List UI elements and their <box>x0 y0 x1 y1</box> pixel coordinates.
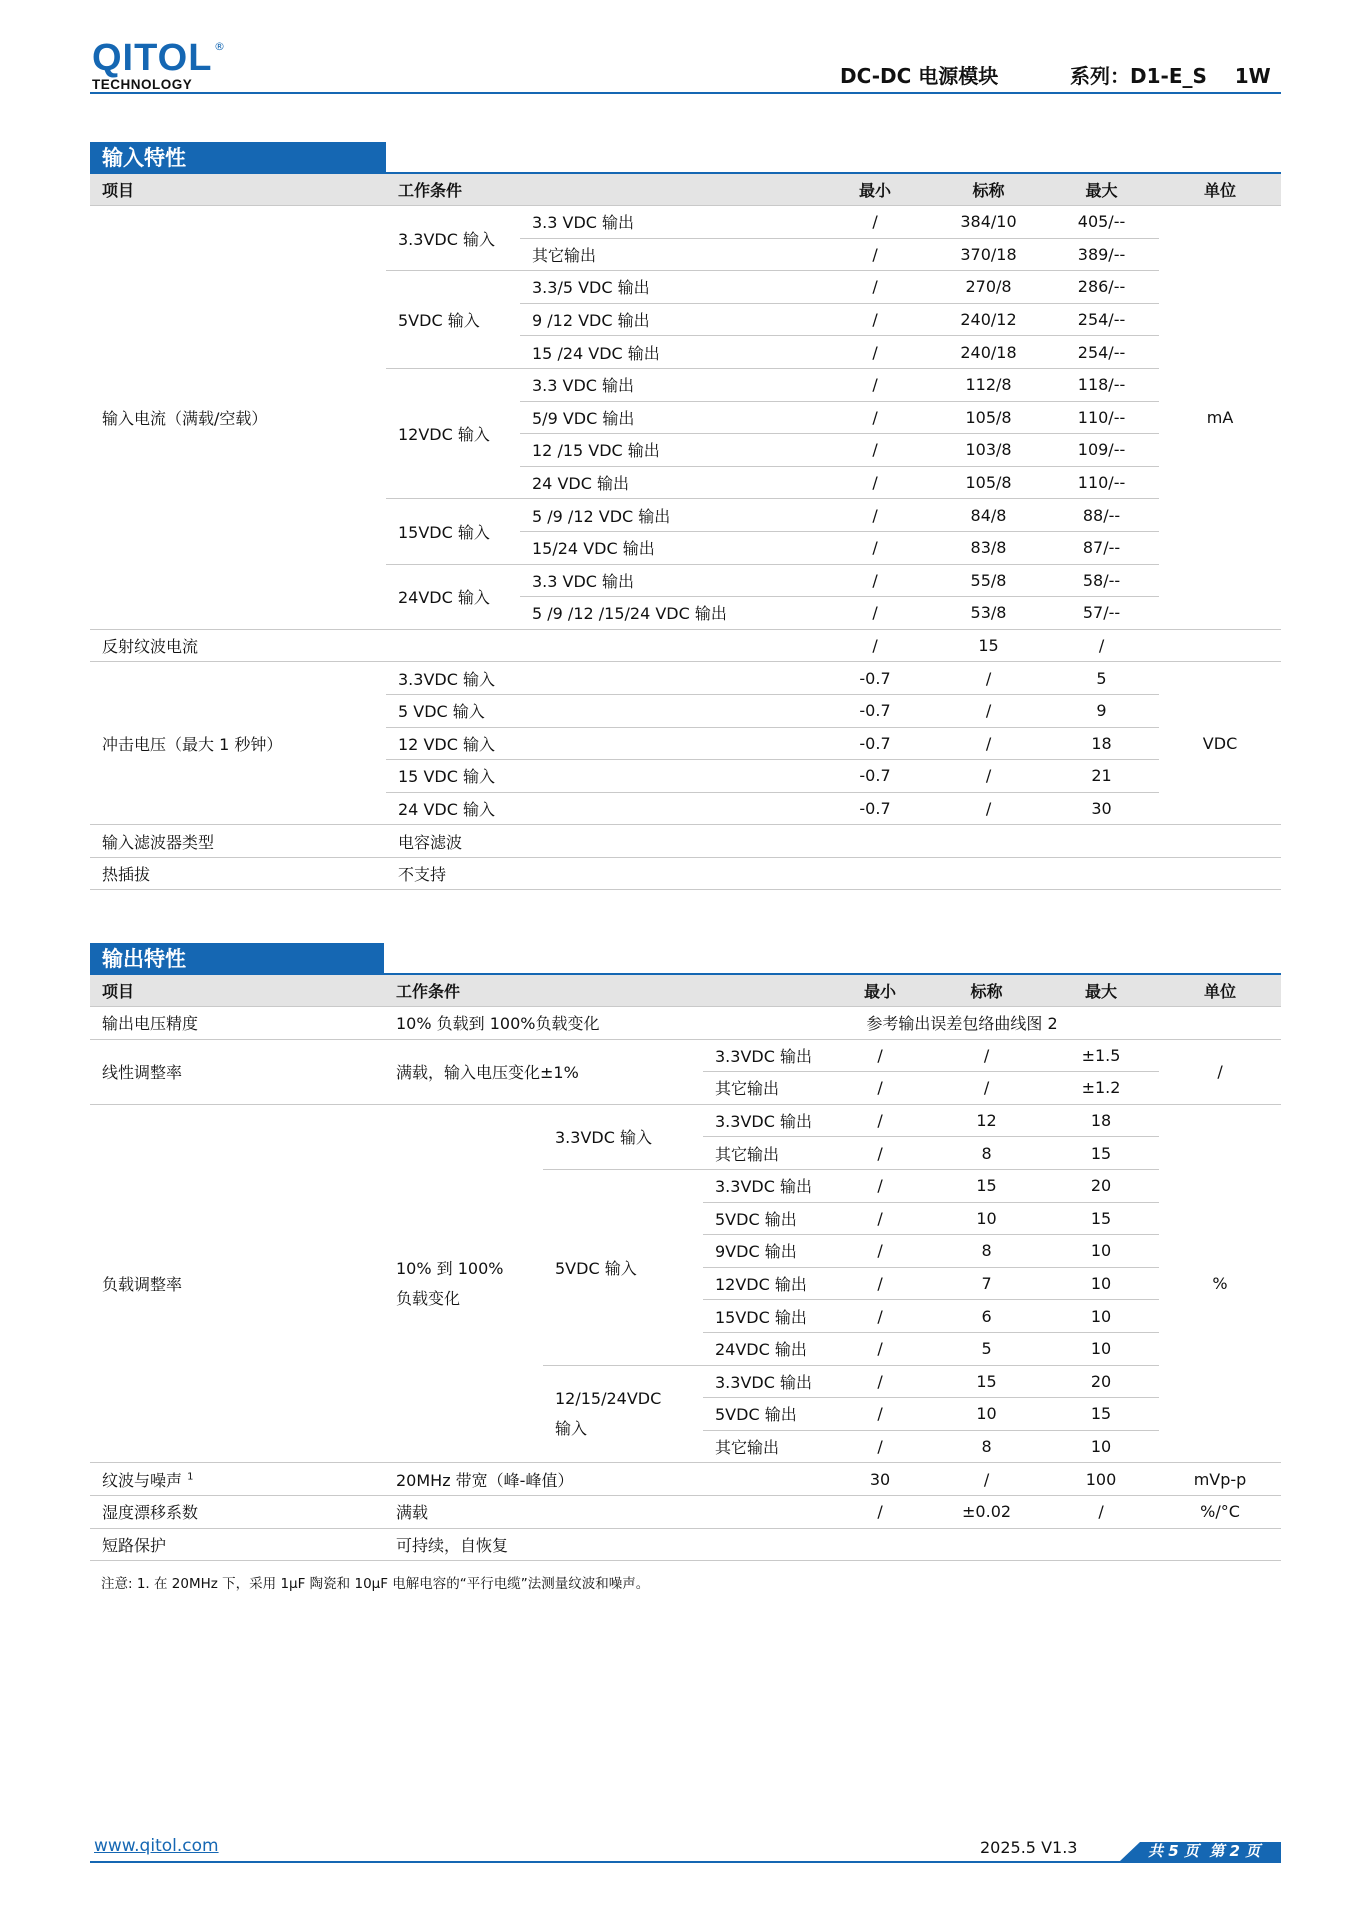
nom-cell: ±0.02 <box>930 1495 1043 1528</box>
min-cell: / <box>817 206 933 239</box>
min-cell: / <box>817 466 933 499</box>
max-cell: 15 <box>1043 1202 1159 1235</box>
nom-cell: / <box>933 760 1044 793</box>
output-cell: 5 /9 /12 VDC 输出 <box>520 499 817 532</box>
max-cell: 110/-- <box>1044 466 1159 499</box>
nom-cell: 83/8 <box>933 531 1044 564</box>
max-cell: 9 <box>1044 694 1159 727</box>
input-voltage-cell: 5VDC 输入 <box>543 1169 703 1365</box>
input-voltage-cell: 24 VDC 输入 <box>386 792 817 825</box>
surge-voltage-label: 冲击电压（最大 1 秒钟） <box>90 662 386 825</box>
max-cell: 110/-- <box>1044 401 1159 434</box>
min-cell: / <box>830 1267 930 1300</box>
max-cell: 109/-- <box>1044 434 1159 467</box>
max-cell: 389/-- <box>1044 238 1159 271</box>
min-cell: / <box>817 564 933 597</box>
nom-cell: 103/8 <box>933 434 1044 467</box>
unit-cell <box>1159 629 1281 662</box>
col-header-max: 最大 <box>1043 975 1159 1007</box>
output-cell: 3.3 VDC 输出 <box>520 368 817 401</box>
short-circuit-label: 短路保护 <box>90 1528 384 1561</box>
company-logo: QITOL <box>92 37 213 79</box>
table-row <box>90 1039 1281 1072</box>
min-cell: -0.7 <box>817 694 933 727</box>
page-indicator <box>1120 1842 1281 1861</box>
output-cell: 其它输出 <box>703 1430 830 1463</box>
nom-cell: 15 <box>930 1365 1043 1398</box>
input-voltage-line2: 输入 <box>555 1418 588 1438</box>
max-cell: 405/-- <box>1044 206 1159 239</box>
output-cell: 5/9 VDC 输出 <box>520 401 817 434</box>
table-row <box>90 857 1281 890</box>
col-header-nom: 标称 <box>933 174 1044 206</box>
max-cell: 118/-- <box>1044 368 1159 401</box>
max-cell: 15 <box>1043 1137 1159 1170</box>
col-header-condition: 工作条件 <box>386 174 817 206</box>
nom-cell: 105/8 <box>933 466 1044 499</box>
max-cell: 10 <box>1043 1235 1159 1268</box>
table-row <box>90 206 1281 239</box>
max-cell: 15 <box>1043 1398 1159 1431</box>
max-cell: 254/-- <box>1044 336 1159 369</box>
min-cell: / <box>830 1235 930 1268</box>
input-voltage-cell: 15VDC 输入 <box>386 499 520 564</box>
footer-divider <box>90 1861 1281 1863</box>
input-voltage-line1: 12/15/24VDC <box>555 1388 662 1408</box>
unit-cell: %/°C <box>1159 1495 1281 1528</box>
short-circuit-condition: 可持续，自恢复 <box>384 1528 1281 1561</box>
max-cell: 30 <box>1044 792 1159 825</box>
nom-cell: / <box>930 1072 1043 1105</box>
unit-cell: mVp-p <box>1159 1463 1281 1496</box>
max-cell: / <box>1043 1495 1159 1528</box>
nom-cell: 10 <box>930 1202 1043 1235</box>
nom-cell: 105/8 <box>933 401 1044 434</box>
min-cell: 30 <box>830 1463 930 1496</box>
line-regulation-label: 线性调整率 <box>90 1039 384 1104</box>
output-section-title: 输出特性 <box>90 943 384 975</box>
min-cell: -0.7 <box>817 727 933 760</box>
max-cell: 87/-- <box>1044 531 1159 564</box>
output-cell: 15VDC 输出 <box>703 1300 830 1333</box>
table-row <box>90 1463 1281 1496</box>
min-cell: / <box>830 1039 930 1072</box>
input-voltage-cell <box>543 1365 703 1463</box>
output-cell: 15/24 VDC 输出 <box>520 531 817 564</box>
max-cell: 10 <box>1043 1300 1159 1333</box>
output-cell: 3.3 VDC 输出 <box>520 564 817 597</box>
max-cell: / <box>1044 629 1159 662</box>
output-characteristics-table <box>90 975 1281 1561</box>
temp-coefficient-label: 湿度漂移系数 <box>90 1495 384 1528</box>
input-voltage-cell: 5 VDC 输入 <box>386 694 817 727</box>
nom-cell: / <box>933 662 1044 695</box>
table-header-row <box>90 174 1281 206</box>
ripple-noise-condition: 20MHz 带宽（峰-峰值） <box>384 1463 830 1496</box>
nom-cell: 112/8 <box>933 368 1044 401</box>
min-cell: / <box>817 531 933 564</box>
output-cell: 9VDC 输出 <box>703 1235 830 1268</box>
max-cell: 10 <box>1043 1332 1159 1365</box>
output-cell: 3.3VDC 输出 <box>703 1169 830 1202</box>
min-cell: / <box>817 336 933 369</box>
min-cell: / <box>830 1398 930 1431</box>
line-regulation-condition: 满载，输入电压变化±1% <box>384 1039 703 1104</box>
nom-cell: 15 <box>933 629 1044 662</box>
min-cell: / <box>830 1495 930 1528</box>
load-regulation-label: 负载调整率 <box>90 1104 384 1463</box>
max-cell: 100 <box>1043 1463 1159 1496</box>
output-cell: 12VDC 输出 <box>703 1267 830 1300</box>
filter-type-value: 电容滤波 <box>386 825 1281 858</box>
nom-cell: 270/8 <box>933 271 1044 304</box>
footnote: 注意: 1. 在 20MHz 下，采用 1μF 陶瓷和 10μF 电解电容的“平行电缆”法测量纹波和噪声。 <box>101 1576 650 1592</box>
empty-condition-cell <box>386 629 817 662</box>
nom-cell: 55/8 <box>933 564 1044 597</box>
max-cell: 20 <box>1043 1365 1159 1398</box>
max-cell: 5 <box>1044 662 1159 695</box>
nom-cell: / <box>933 694 1044 727</box>
filter-type-label: 输入滤波器类型 <box>90 825 386 858</box>
output-cell: 3.3/5 VDC 输出 <box>520 271 817 304</box>
table-row <box>90 1104 1281 1137</box>
min-cell: -0.7 <box>817 792 933 825</box>
table-row <box>90 825 1281 858</box>
table-row <box>90 1528 1281 1561</box>
min-cell: / <box>817 434 933 467</box>
min-cell: / <box>830 1137 930 1170</box>
nom-cell: 53/8 <box>933 597 1044 630</box>
temp-coefficient-condition: 满载 <box>384 1495 830 1528</box>
col-header-condition: 工作条件 <box>384 975 830 1007</box>
input-section-title: 输入特性 <box>90 142 386 174</box>
nom-cell: 84/8 <box>933 499 1044 532</box>
col-header-nom: 标称 <box>930 975 1043 1007</box>
output-cell: 其它输出 <box>520 238 817 271</box>
min-cell: / <box>830 1169 930 1202</box>
unit-cell: / <box>1159 1039 1281 1104</box>
nom-cell: 8 <box>930 1137 1043 1170</box>
load-regulation-condition-line1: 10% 到 100% <box>396 1258 504 1278</box>
registered-mark: ® <box>214 40 225 53</box>
max-cell: 58/-- <box>1044 564 1159 597</box>
input-voltage-cell: 3.3VDC 输入 <box>386 662 817 695</box>
min-cell: / <box>817 597 933 630</box>
unit-cell: VDC <box>1159 662 1281 825</box>
footnote-marker: 1 <box>187 1471 194 1483</box>
min-cell: / <box>817 499 933 532</box>
input-voltage-cell: 12 VDC 输入 <box>386 727 817 760</box>
max-cell: 88/-- <box>1044 499 1159 532</box>
col-header-min: 最小 <box>817 174 933 206</box>
table-header-row <box>90 975 1281 1007</box>
website-link[interactable]: www.qitol.com <box>94 1836 219 1856</box>
input-voltage-cell: 12VDC 输入 <box>386 368 520 498</box>
table-row <box>90 662 1281 695</box>
load-regulation-condition-line2: 负载变化 <box>396 1288 461 1308</box>
ripple-noise-text: 纹波与噪声 <box>102 1470 183 1490</box>
company-logo-subtitle: TECHNOLOGY <box>92 77 193 92</box>
max-cell: 10 <box>1043 1430 1159 1463</box>
min-cell: / <box>830 1430 930 1463</box>
output-cell: 5VDC 输出 <box>703 1398 830 1431</box>
nom-cell: / <box>930 1463 1043 1496</box>
nom-cell: 370/18 <box>933 238 1044 271</box>
output-cell: 3.3 VDC 输出 <box>520 206 817 239</box>
max-cell: ±1.5 <box>1043 1039 1159 1072</box>
max-cell: 286/-- <box>1044 271 1159 304</box>
input-voltage-cell: 5VDC 输入 <box>386 271 520 369</box>
output-cell: 5VDC 输出 <box>703 1202 830 1235</box>
output-cell: 5 /9 /12 /15/24 VDC 输出 <box>520 597 817 630</box>
input-characteristics-table <box>90 174 1281 890</box>
col-header-item: 项目 <box>90 975 384 1007</box>
max-cell: 21 <box>1044 760 1159 793</box>
min-cell: / <box>817 368 933 401</box>
input-voltage-cell: 15 VDC 输入 <box>386 760 817 793</box>
nom-cell: / <box>933 727 1044 760</box>
min-cell: -0.7 <box>817 760 933 793</box>
min-cell: / <box>817 629 933 662</box>
nom-cell: / <box>933 792 1044 825</box>
min-cell: -0.7 <box>817 662 933 695</box>
output-cell: 24VDC 输出 <box>703 1332 830 1365</box>
nom-cell: 6 <box>930 1300 1043 1333</box>
max-cell: 57/-- <box>1044 597 1159 630</box>
accuracy-label: 输出电压精度 <box>90 1007 384 1040</box>
col-header-min: 最小 <box>830 975 930 1007</box>
output-cell: 其它输出 <box>703 1072 830 1105</box>
min-cell: / <box>830 1300 930 1333</box>
max-cell: ±1.2 <box>1043 1072 1159 1105</box>
accuracy-value: 参考输出误差包络曲线图 2 <box>703 1007 1281 1040</box>
min-cell: / <box>830 1365 930 1398</box>
output-cell: 3.3VDC 输出 <box>703 1104 830 1137</box>
nom-cell: 384/10 <box>933 206 1044 239</box>
min-cell: / <box>830 1072 930 1105</box>
output-cell: 3.3VDC 输出 <box>703 1365 830 1398</box>
load-regulation-condition <box>384 1104 543 1463</box>
max-cell: 18 <box>1043 1104 1159 1137</box>
hotplug-label: 热插拔 <box>90 857 386 890</box>
series-label: 系列：D1-E_S 1W <box>1070 64 1271 88</box>
max-cell: 20 <box>1043 1169 1159 1202</box>
page-indicator-text: 共 5 页 第 2 页 <box>1148 1842 1261 1860</box>
min-cell: / <box>830 1104 930 1137</box>
table-row <box>90 1007 1281 1040</box>
output-cell: 15 /24 VDC 输出 <box>520 336 817 369</box>
output-cell: 其它输出 <box>703 1137 830 1170</box>
accuracy-condition: 10% 负载到 100%负载变化 <box>384 1007 703 1040</box>
output-cell: 3.3VDC 输出 <box>703 1039 830 1072</box>
output-cell: 24 VDC 输出 <box>520 466 817 499</box>
table-row <box>90 1495 1281 1528</box>
col-header-item: 项目 <box>90 174 386 206</box>
unit-cell: mA <box>1159 206 1281 630</box>
nom-cell: 240/12 <box>933 303 1044 336</box>
nom-cell: 15 <box>930 1169 1043 1202</box>
document-title: DC-DC 电源模块 <box>840 64 999 88</box>
unit-cell: % <box>1159 1104 1281 1463</box>
min-cell: / <box>830 1202 930 1235</box>
min-cell: / <box>817 303 933 336</box>
max-cell: 254/-- <box>1044 303 1159 336</box>
max-cell: 18 <box>1044 727 1159 760</box>
ripple-current-label: 反射纹波电流 <box>90 629 386 662</box>
max-cell: 10 <box>1043 1267 1159 1300</box>
output-cell: 12 /15 VDC 输出 <box>520 434 817 467</box>
nom-cell: 10 <box>930 1398 1043 1431</box>
min-cell: / <box>817 401 933 434</box>
min-cell: / <box>817 271 933 304</box>
nom-cell: 5 <box>930 1332 1043 1365</box>
hotplug-value: 不支持 <box>386 857 1281 890</box>
col-header-max: 最大 <box>1044 174 1159 206</box>
nom-cell: 240/18 <box>933 336 1044 369</box>
header-divider <box>90 92 1281 94</box>
ripple-noise-label <box>90 1463 384 1496</box>
nom-cell: 8 <box>930 1235 1043 1268</box>
input-voltage-cell: 24VDC 输入 <box>386 564 520 629</box>
nom-cell: / <box>930 1039 1043 1072</box>
min-cell: / <box>817 238 933 271</box>
output-cell: 9 /12 VDC 输出 <box>520 303 817 336</box>
input-voltage-cell: 3.3VDC 输入 <box>543 1104 703 1169</box>
version-label: 2025.5 V1.3 <box>980 1838 1078 1857</box>
input-current-label: 输入电流（满载/空载） <box>90 206 386 630</box>
table-row <box>90 629 1281 662</box>
input-voltage-cell: 3.3VDC 输入 <box>386 206 520 271</box>
col-header-unit: 单位 <box>1159 975 1281 1007</box>
col-header-unit: 单位 <box>1159 174 1281 206</box>
nom-cell: 12 <box>930 1104 1043 1137</box>
nom-cell: 8 <box>930 1430 1043 1463</box>
nom-cell: 7 <box>930 1267 1043 1300</box>
min-cell: / <box>830 1332 930 1365</box>
